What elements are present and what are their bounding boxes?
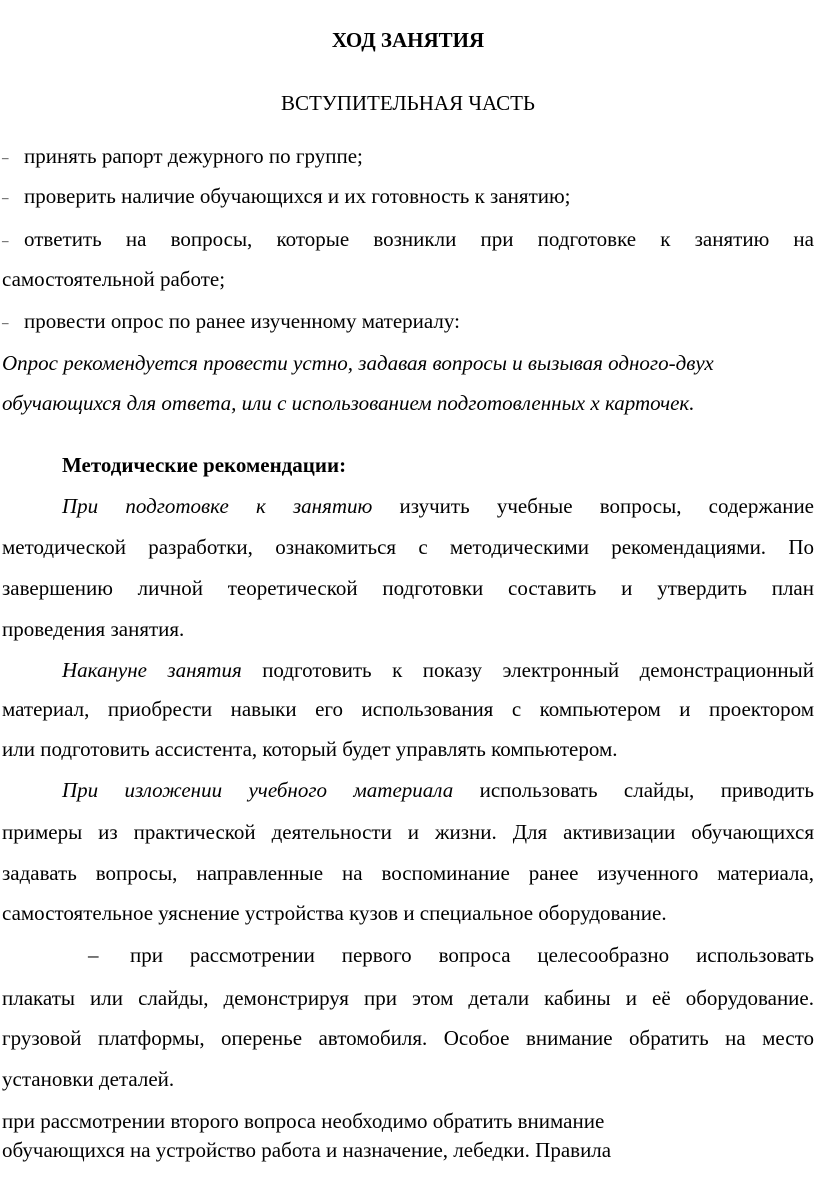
list-item-continuation: самостоятельной работе; bbox=[2, 267, 226, 291]
paragraph-lead: При изложении учебного материала bbox=[62, 778, 454, 802]
paragraph-line: обучающихся на устройство работа и назначение, лебедки. Правила bbox=[2, 1138, 612, 1162]
paragraph-line: при рассмотрении второго вопроса необходимо обратить внимание bbox=[2, 1109, 605, 1133]
paragraph-line: завершению личной теоретической подготовки составить и утвердить план bbox=[2, 576, 814, 600]
paragraph-line: При подготовке к занятию изучить учебные вопросы, содержание bbox=[62, 494, 815, 518]
method-heading: Методические рекомендации: bbox=[62, 453, 347, 477]
paragraph-lead: При подготовке к занятию bbox=[62, 494, 373, 518]
paragraph-line: или подготовить ассистента, который будет управлять компьютером. bbox=[2, 737, 618, 761]
paragraph-line: материал, приобрести навыки его использования с компьютером и проектором bbox=[2, 697, 814, 721]
paragraph-line: установки деталей. bbox=[2, 1067, 175, 1091]
dash-bullet: – bbox=[88, 943, 99, 967]
list-item: – принять рапорт дежурного по группе; bbox=[2, 143, 814, 171]
paragraph-lead: Накануне занятия bbox=[62, 658, 242, 682]
italic-note-line: Опрос рекомендуется провести устно, задавая вопросы и вызывая одного-двух bbox=[2, 351, 714, 375]
paragraph-line: при рассмотрении первого вопроса целесообразно использовать bbox=[130, 943, 814, 967]
list-item: – провести опрос по ранее изученному материалу: bbox=[2, 308, 814, 336]
list-item: – ответить на вопросы, которые возникли при подготовке к занятию на bbox=[2, 226, 814, 254]
paragraph-line: плакаты или слайды, демонстрируя при этом детали кабины и её оборудование. bbox=[2, 986, 814, 1010]
dash-bullet: – bbox=[2, 150, 9, 166]
paragraph-line: задавать вопросы, направленные на воспоминание ранее изученного материала, bbox=[2, 861, 814, 885]
paragraph-line: самостоятельное уяснение устройства кузов и специальное оборудование. bbox=[2, 901, 667, 925]
paragraph-line: грузовой платформы, оперенье автомобиля. Особое внимание обратить на место bbox=[2, 1026, 814, 1050]
italic-note-line: обучающихся для ответа, или с использованием подготовленных х карточек. bbox=[2, 391, 695, 415]
paragraph-line: примеры из практической деятельности и жизни. Для активизации обучающихся bbox=[2, 820, 814, 844]
dash-bullet: – bbox=[2, 315, 9, 331]
dash-bullet: – bbox=[2, 233, 9, 249]
paragraph-line: проведения занятия. bbox=[2, 617, 185, 641]
paragraph-line: Накануне занятия подготовить к показу электронный демонстрационный bbox=[62, 658, 815, 682]
paragraph-line: При изложении учебного материала использовать слайды, приводить bbox=[62, 778, 815, 802]
list-item: – проверить наличие обучающихся и их готовность к занятию; bbox=[2, 183, 814, 211]
section-title: ВСТУПИТЕЛЬНАЯ ЧАСТЬ bbox=[281, 91, 535, 115]
paragraph-line: методической разработки, ознакомиться с методическими рекомендациями. По bbox=[2, 535, 814, 559]
dash-bullet: – bbox=[2, 190, 9, 206]
page-title: ХОД ЗАНЯТИЯ bbox=[331, 28, 485, 52]
